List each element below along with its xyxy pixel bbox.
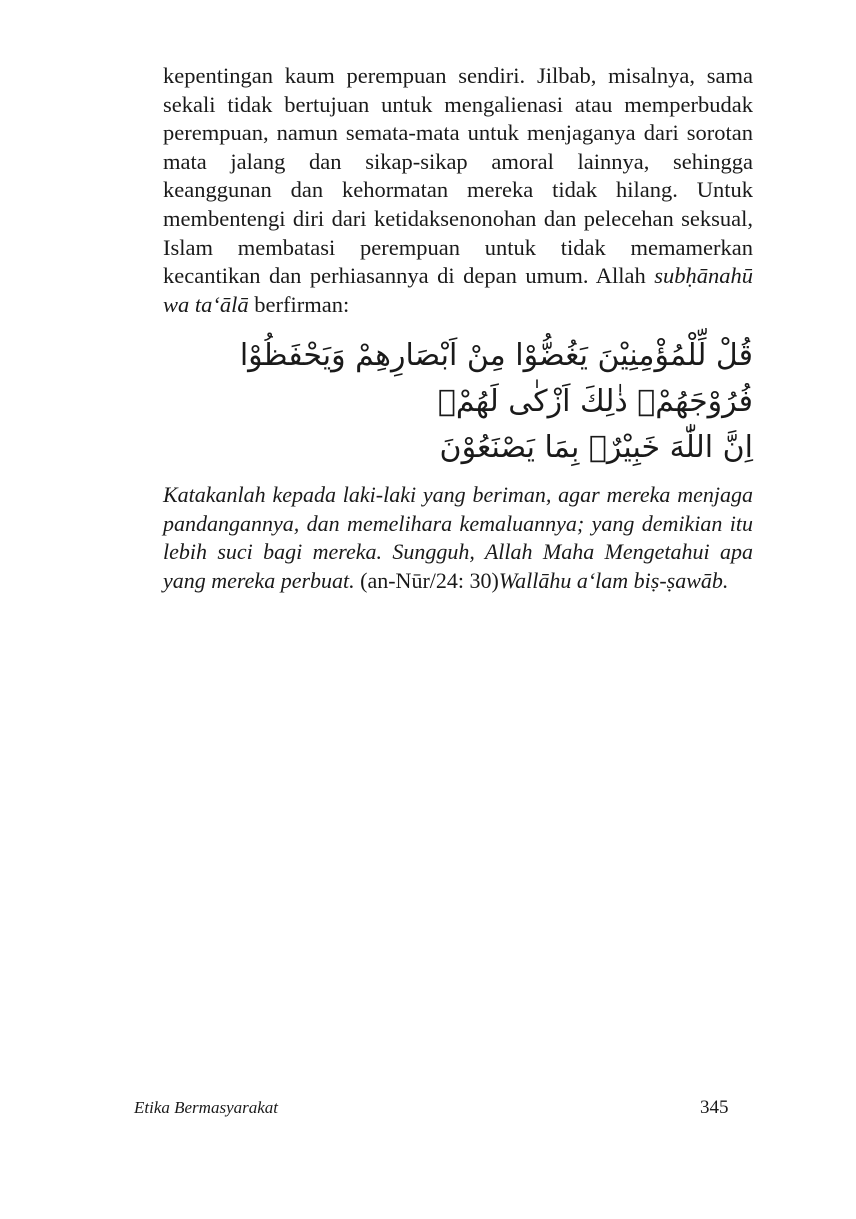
page-body [163, 62, 753, 595]
arabic-line-2: اِنَّ اللّٰهَ خَبِيْرٌۢ بِمَا يَصْنَعُوْنَ [439, 430, 753, 466]
firman-text: berfirman: [254, 291, 350, 317]
honorific-text: subḥānahū wa ta‘ālā [163, 263, 753, 317]
verse-translation: Katakanlah kepada laki-laki yang beriman, agar mereka menjaga pandangannya, dan memelihara kemaluannya; yang demikian itu lebih suci bagi mereka. Sungguh, Allah Maha Mengetahui apa yang mereka perbuat. [163, 482, 753, 593]
verse-translation-paragraph [163, 481, 753, 595]
body-paragraph [163, 62, 753, 319]
closing-phrase: Wallāhu a‘lam biṣ-ṣawāb. [498, 567, 729, 593]
arabic-line-1: قُلْ لِّلْمُؤْمِنِيْنَ يَغُضُّوْا مِنْ اَبْصَارِهِمْ وَيَحْفَظُوْا فُرُوْجَهُمْۗ ذٰلِكَ اَزْكٰى لَهُمْۗ [239, 338, 753, 420]
body-intro-text: kepentingan kaum perempuan sendiri. Jilbab, misalnya, sama sekali tidak bertujuan untuk mengalienasi atau memperbudak perempuan, namun semata-mata untuk menjaganya dari sorotan mata jalang dan sikap-sikap amoral lainnya, sehingga keanggunan dan kehormatan mereka tidak hilang. Untuk membentengi diri dari ketidaksenonohan dan pelecehan seksual, Islam membatasi perempuan untuk tidak memamerkan kecantikan dan perhiasannya di depan umum. Allah [163, 63, 753, 289]
verse-reference: (an-Nūr/24: 30) [360, 567, 499, 593]
running-footer-title: Etika Bermasyarakat [134, 1098, 278, 1117]
quran-verse-arabic [163, 333, 753, 471]
page-number: 345 [700, 1097, 729, 1118]
